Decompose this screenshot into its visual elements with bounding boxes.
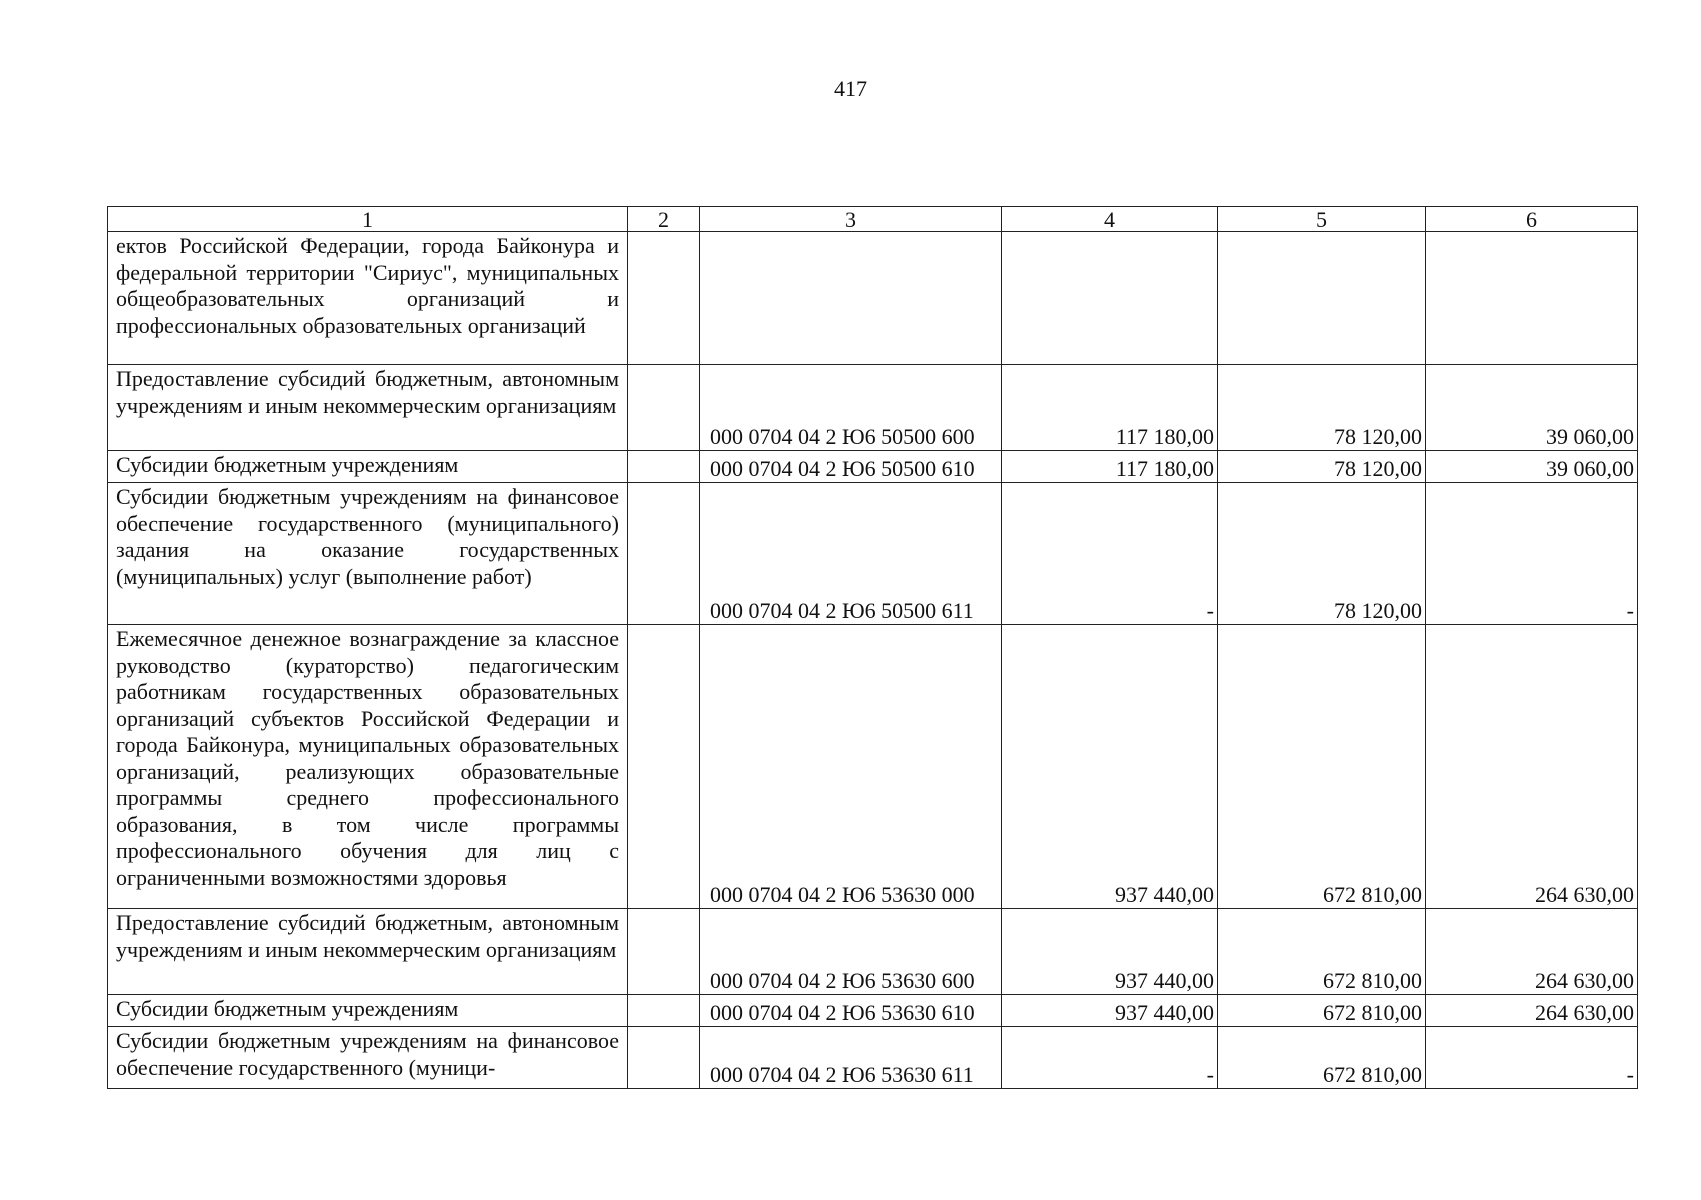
row-value-6-cell: 39 060,00 [1426,365,1638,451]
header-col-2: 2 [628,207,700,232]
row-col2-cell [628,625,700,909]
row-col2-cell [628,365,700,451]
row-code-cell: 000 0704 04 2 Ю6 53630 000 [700,625,1002,909]
row-value-4-cell: 937 440,00 [1002,909,1218,995]
row-value-4-cell: 117 180,00 [1002,451,1218,483]
row-value-6-cell: 39 060,00 [1426,451,1638,483]
row-value-6-cell: 264 630,00 [1426,995,1638,1027]
row-name-cell: Предоставление субсидий бюджетным, автономным учреждениям и иным некоммерческим организациям [108,909,628,995]
page-number: 417 [834,76,867,101]
row-col2-cell [628,909,700,995]
row-name-cell: Субсидии бюджетным учреждениям [108,451,628,483]
table-row [108,365,1638,451]
table-row [108,232,1638,365]
row-value-4-cell: 117 180,00 [1002,365,1218,451]
row-code-cell: 000 0704 04 2 Ю6 53630 610 [700,995,1002,1027]
header-col-6: 6 [1426,207,1638,232]
row-code-cell: 000 0704 04 2 Ю6 50500 610 [700,451,1002,483]
row-col2-cell [628,451,700,483]
row-name-cell: Ежемесячное денежное вознаграждение за классное руководство (кураторство) педагогическим работникам государственных образовательных организаций субъектов Российской Федерации и города Байконура, муниципальных образовательных организаций, реализующих образовательные программы среднего профессионального образования, в том числе программы профессионального обучения для лиц с ограниченными возможностями здоровья [108,625,628,909]
row-code-cell: 000 0704 04 2 Ю6 53630 611 [700,1027,1002,1089]
row-value-4-cell [1002,232,1218,365]
row-value-5-cell [1218,232,1426,365]
table-row [108,909,1638,995]
row-value-5-cell: 78 120,00 [1218,483,1426,625]
row-value-6-cell: 264 630,00 [1426,909,1638,995]
row-code-cell: 000 0704 04 2 Ю6 50500 611 [700,483,1002,625]
header-col-5: 5 [1218,207,1426,232]
table-header-row [108,207,1638,232]
row-value-6-cell: - [1426,1027,1638,1089]
row-name-cell: Субсидии бюджетным учреждениям на финансовое обеспечение государственного (муниципального) задания на оказание государственных (муниципальных) услуг (выполнение работ) [108,483,628,625]
table-row [108,451,1638,483]
row-value-4-cell: - [1002,483,1218,625]
row-value-5-cell: 78 120,00 [1218,365,1426,451]
row-name-cell: Предоставление субсидий бюджетным, автономным учреждениям и иным некоммерческим организациям [108,365,628,451]
row-value-4-cell: 937 440,00 [1002,995,1218,1027]
header-col-3: 3 [700,207,1002,232]
table-row [108,1027,1638,1089]
row-value-5-cell: 672 810,00 [1218,1027,1426,1089]
row-col2-cell [628,1027,700,1089]
row-value-6-cell: - [1426,483,1638,625]
row-name-cell: ектов Российской Федерации, города Байконура и федеральной территории "Сириус", муниципальных общеобразовательных организаций и профессиональных образовательных организаций [108,232,628,365]
row-col2-cell [628,232,700,365]
row-code-cell: 000 0704 04 2 Ю6 53630 600 [700,909,1002,995]
row-value-5-cell: 672 810,00 [1218,995,1426,1027]
row-name-cell: Субсидии бюджетным учреждениям [108,995,628,1027]
table-row [108,625,1638,909]
row-value-5-cell: 78 120,00 [1218,451,1426,483]
row-value-5-cell: 672 810,00 [1218,625,1426,909]
row-col2-cell [628,995,700,1027]
row-value-6-cell [1426,232,1638,365]
header-col-1: 1 [108,207,628,232]
row-value-4-cell: - [1002,1027,1218,1089]
table-row [108,995,1638,1027]
row-value-6-cell: 264 630,00 [1426,625,1638,909]
row-code-cell: 000 0704 04 2 Ю6 50500 600 [700,365,1002,451]
row-col2-cell [628,483,700,625]
row-value-5-cell: 672 810,00 [1218,909,1426,995]
row-code-cell [700,232,1002,365]
budget-table [107,206,1638,1089]
header-col-4: 4 [1002,207,1218,232]
row-name-cell: Субсидии бюджетным учреждениям на финансовое обеспечение государственного (муници- [108,1027,628,1089]
table-row [108,483,1638,625]
row-value-4-cell: 937 440,00 [1002,625,1218,909]
